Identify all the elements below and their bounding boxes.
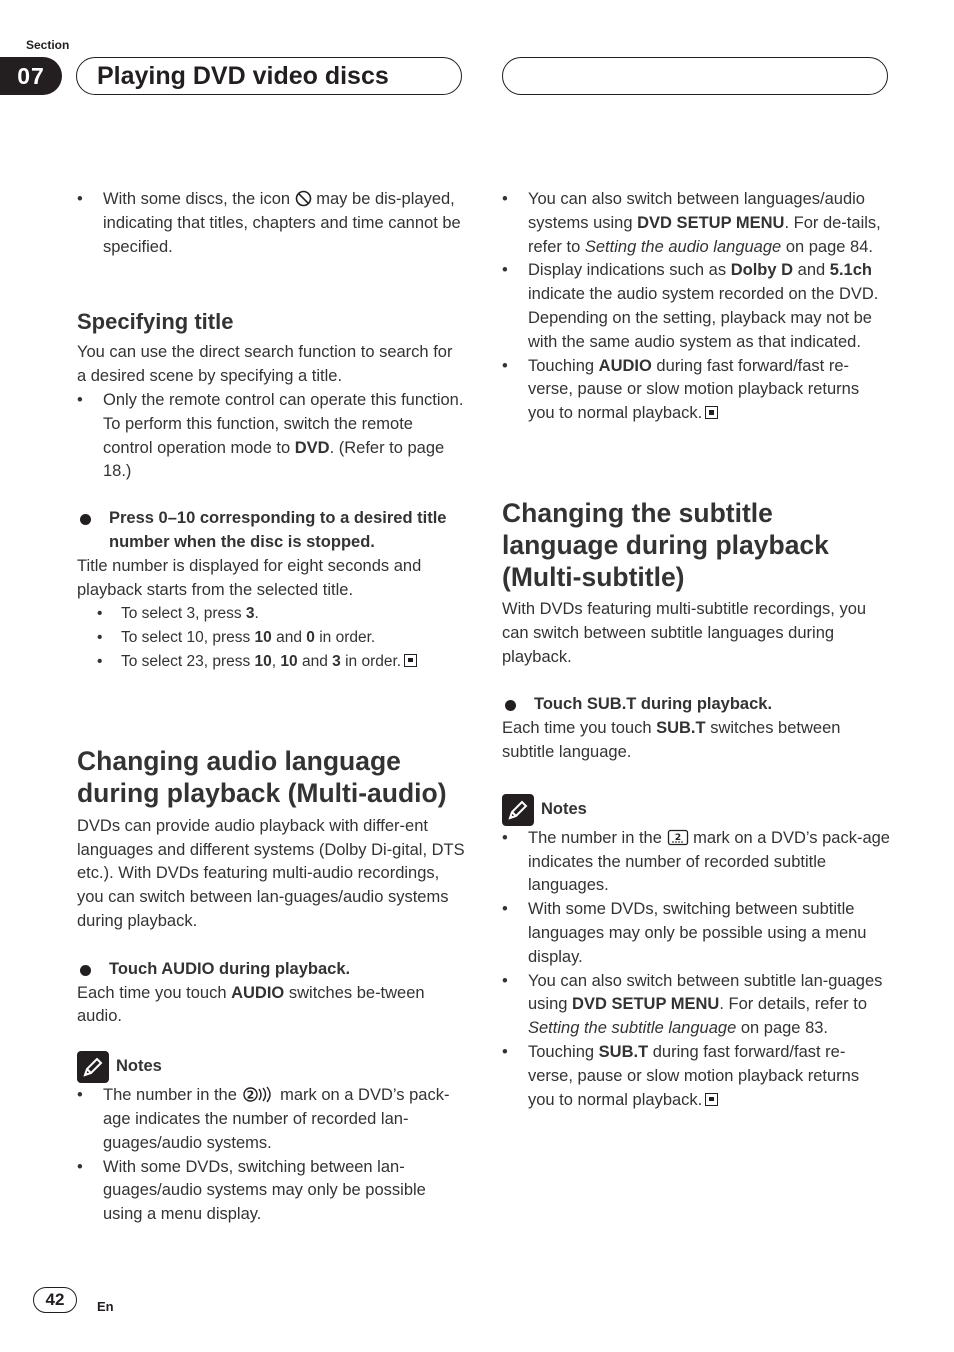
multi-audio-mark-icon bbox=[242, 1086, 276, 1103]
end-mark-icon bbox=[404, 654, 417, 667]
section-number-badge: 07 bbox=[0, 57, 62, 95]
audio-notes-list bbox=[77, 1084, 465, 1227]
subtitle-body: With DVDs featuring multi-subtitle recordings, you can switch between subtitle languages during playback. bbox=[502, 599, 867, 666]
list-item: • To select 10, press 10 and 0 in order. bbox=[77, 626, 465, 650]
list-item: • To select 3, press 3. bbox=[77, 602, 465, 626]
list-item: • You can also switch between languages/audio systems using DVD SETUP MENU. For de-tails, refer to Setting the audio language on page 84. bbox=[502, 188, 890, 259]
left-column bbox=[77, 188, 465, 1227]
list-item: • You can also switch between subtitle lan-guages using DVD SETUP MENU. For details, refer to Setting the subtitle language on page 83. bbox=[502, 970, 890, 1041]
chapter-title: Playing DVD video discs bbox=[76, 57, 462, 95]
select-examples-list bbox=[77, 602, 465, 673]
empty-header-box bbox=[502, 57, 888, 95]
list-item: • With some discs, the icon may be dis-played, indicating that titles, chapters and time cannot be specified. bbox=[77, 188, 465, 259]
specifying-body: You can use the direct search function to search for a desired scene by specifying a title. bbox=[77, 343, 453, 386]
list-item: • The number in the 2 mark on a DVD’s pack-age indicates the number of recorded lan-guages/audio systems. bbox=[77, 1084, 465, 1155]
subtitle-notes-list bbox=[502, 827, 890, 1113]
step-press-number-body: Title number is displayed for eight seconds and playback starts from the selected title. bbox=[77, 556, 422, 599]
list-item: • Touching AUDIO during fast forward/fast re-verse, pause or slow motion playback returns you to normal playback. bbox=[502, 355, 890, 426]
list-item: • To select 23, press 10, 10 and 3 in order. bbox=[77, 650, 465, 674]
svg-text:2: 2 bbox=[674, 832, 681, 843]
prohibited-icon bbox=[295, 190, 312, 207]
list-item: • Touching SUB.T during fast forward/fast re-verse, pause or slow motion playback returns you to normal playback. bbox=[502, 1041, 890, 1112]
section-label: Section bbox=[26, 38, 70, 52]
right-column bbox=[502, 188, 890, 1112]
step-touch-subt-body: Each time you touch SUB.T switches between subtitle language. bbox=[502, 719, 841, 761]
pencil-note-icon bbox=[502, 794, 534, 826]
step-touch-subt: Touch SUB.T during playback. bbox=[502, 693, 890, 717]
end-mark-icon bbox=[705, 1093, 718, 1106]
step-press-number: Press 0–10 corresponding to a desired title number when the disc is stopped. bbox=[77, 507, 465, 555]
list-item: • Only the remote control can operate this function. To perform this function, switch the remote control operation mode to DVD. (Refer to page 18.) bbox=[77, 389, 465, 484]
svg-text:2: 2 bbox=[246, 1088, 254, 1102]
step-bullet-icon bbox=[80, 965, 91, 976]
list-item: • Display indications such as Dolby D and 5.1ch indicate the audio system recorded on the DVD. Depending on the setting, playback may not be with the same audio system as that indicated. bbox=[502, 259, 890, 354]
audio-language-heading: Changing audio language during playback (Multi-audio) bbox=[77, 745, 447, 808]
list-item: • With some DVDs, switching between lan-guages/audio systems may only be possible using a menu display. bbox=[77, 1156, 465, 1227]
step-bullet-icon bbox=[80, 514, 91, 525]
list-item: • With some DVDs, switching between subtitle languages may only be possible using a menu display. bbox=[502, 898, 890, 969]
language-code: En bbox=[97, 1299, 114, 1314]
step-touch-audio: Touch AUDIO during playback. bbox=[77, 958, 465, 982]
subtitle-notes-header: Notes bbox=[502, 793, 890, 827]
multi-subtitle-mark-icon bbox=[667, 829, 689, 846]
list-item: • The number in the 2 mark on a DVD’s pack-age indicates the number of recorded subtitle languages. bbox=[502, 827, 890, 898]
specifying-list bbox=[77, 389, 465, 484]
intro-list bbox=[77, 188, 465, 259]
end-mark-icon bbox=[705, 406, 718, 419]
audio-notes-header: Notes bbox=[77, 1050, 465, 1084]
specifying-title-heading: Specifying title bbox=[77, 309, 234, 335]
subtitle-language-heading: Changing the subtitle language during playback (Multi-subtitle) bbox=[502, 497, 829, 592]
audio-notes-list-continued bbox=[502, 188, 890, 426]
step-bullet-icon bbox=[505, 700, 516, 711]
pencil-note-icon bbox=[77, 1051, 109, 1083]
step-touch-audio-body: Each time you touch AUDIO switches be-tween audio. bbox=[77, 983, 425, 1026]
page-number: 42 bbox=[33, 1287, 77, 1313]
audio-body: DVDs can provide audio playback with differ-ent languages and different systems (Dolby Di-gital, DTS etc.). With DVDs featuring multi-audio recordings, you can switch between lan-guages/audio systems during playback. bbox=[77, 816, 465, 930]
